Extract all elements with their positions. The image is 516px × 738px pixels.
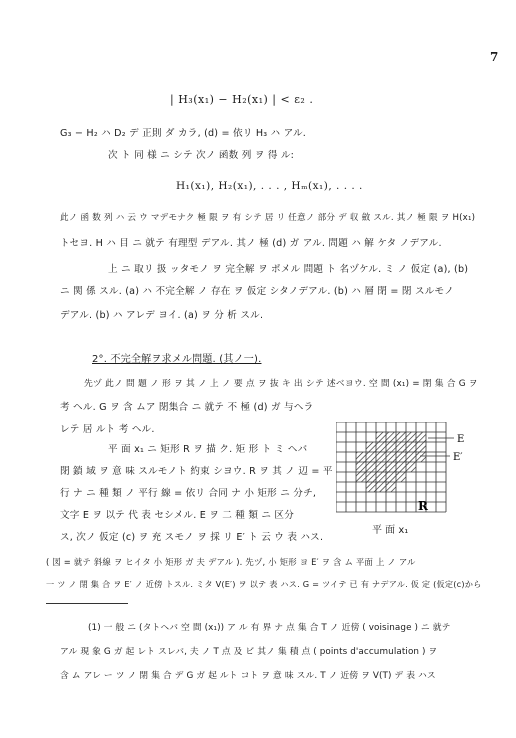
section-title: 2°. 不完全解ヲ求メル問題. (其ノ一). [92, 354, 262, 365]
text-line: 行 ナ ニ 種 類 ノ 平行 線 = 依リ 合同 ナ 小 矩形 ニ 分チ, [60, 488, 317, 499]
text-line: G₃ − H₂ ハ D₂ デ 正則 ダ カラ, (d) = 依リ H₃ ハ アル. [60, 128, 307, 139]
text-line: 考 ヘル. G ヲ 含 ムア 閉集合 ニ 就テ 不 極 (d) ガ 与ヘラ [60, 402, 314, 413]
text-line: 閉 鎖 域 ヲ 意 味 スルモノト 約束 シヨウ. R ヲ 其 ノ 辺 = 平 [60, 466, 333, 477]
label-E: E [457, 434, 465, 445]
equation-main: | H₃(x₁) − H₂(x₁) | < ε₂ . [170, 93, 314, 106]
text-line: 一 ツ ノ 閉 集 合 ヲ E′ ノ 近傍 トスル. ミタ V(E′) ヲ 以テ 表 ハス. G = ツイテ 已 有 ナデアル. 仮 定 (仮定(c)から [46, 579, 482, 589]
text-line: 次 ト 同 様 ニ シテ 次ノ 函数 列 ヲ 得 ル: [108, 150, 295, 161]
label-E-prime: E′ [453, 452, 463, 463]
text-line: 平 面 x₁ ニ 矩形 R ヲ 描 ク. 矩 形 ト ミ ヘバ [108, 444, 308, 455]
text-line: ニ 関 係 スル. (a) ハ 不完全解 ノ 存在 ヲ 仮定 シタノデアル. (b) ハ 層 閉 = 閉 スルモノ [60, 286, 455, 297]
text-line: レテ 居 ルト 考 ヘル. [60, 424, 155, 435]
rectangle-grid-figure [336, 422, 496, 522]
function-sequence: H₁(x₁), H₂(x₁), . . . , Hₘ(x₁), . . . . [176, 180, 363, 192]
text-line: ( 図 = 就テ 斜線 ヲ ヒイタ 小 矩形 ガ 夫 デアル ). 先ヅ, 小 矩形 ヨ E′ ヲ 含 ム 平面 上 ノ アル [46, 557, 416, 567]
footnote-rule [46, 603, 128, 604]
text-line: 先ヅ 此ノ 問 題 ノ 形 ヲ 其 ノ 上 ノ 要 点 ヲ 抜 キ 出 シテ 述ベヨウ. 空 間 (x₁) = 閉 集 合 G ヲ [84, 379, 478, 389]
text-line: 此ノ 函 数 列 ハ 云 ウ マデモナク 極 限 ヲ 有 シテ 居 リ 任意ノ 部分 デ 収 斂 スル. 其ノ 極 限 ヲ H(x₁) [60, 213, 476, 223]
text-line: デアル. (b) ハ アレデ ヨイ. (a) ヲ 分 析 スル. [60, 310, 264, 321]
text-line: 上 ニ 取リ 扱 ッタモノ ヲ 完全解 ヲ ポメル 問題 ト 名ヅケル. ミ ノ 仮定 (a), (b) [108, 264, 469, 275]
footnote-line: (1) 一 般 ニ (タトヘバ 空 間 (x₁)) ア ル 有 界 ナ 点 集 合 T ノ 近傍 ( voisinage ) ニ 就テ [88, 623, 451, 633]
text-line: トセヨ. H ハ 目 ニ 就テ 有理型 デアル. 其ノ 極 (d) ガ アル. 問題 ハ 解 ケタ ノデアル. [60, 238, 442, 249]
footnote-line: 含 ム アレ ー ツ ノ 閉 集 合 デ G ガ 起 ルト コト ヲ 意 味 スル. T ノ 近傍 ヲ V(T) デ 表 ハス [60, 671, 436, 681]
figure-caption: 平 面 x₁ [372, 525, 409, 536]
text-line: ス, 次ノ 仮定 (c) ヲ 充 スモノ ヲ 採 リ E′ ト 云 ウ 表 ハス. [60, 532, 324, 543]
page-number: 7 [490, 50, 499, 64]
text-line: 文字 E ヲ 以テ 代 表 セシメル. E ヲ 二 種 類 ニ 区分 [60, 510, 295, 521]
footnote-line: アル 現 象 G ガ 起 レト スレバ, 夫 ノ T 点 及 ビ 其ノ 集 積 点 ( points d'accumulation ) ヲ [60, 647, 438, 657]
label-R: R [418, 499, 428, 513]
